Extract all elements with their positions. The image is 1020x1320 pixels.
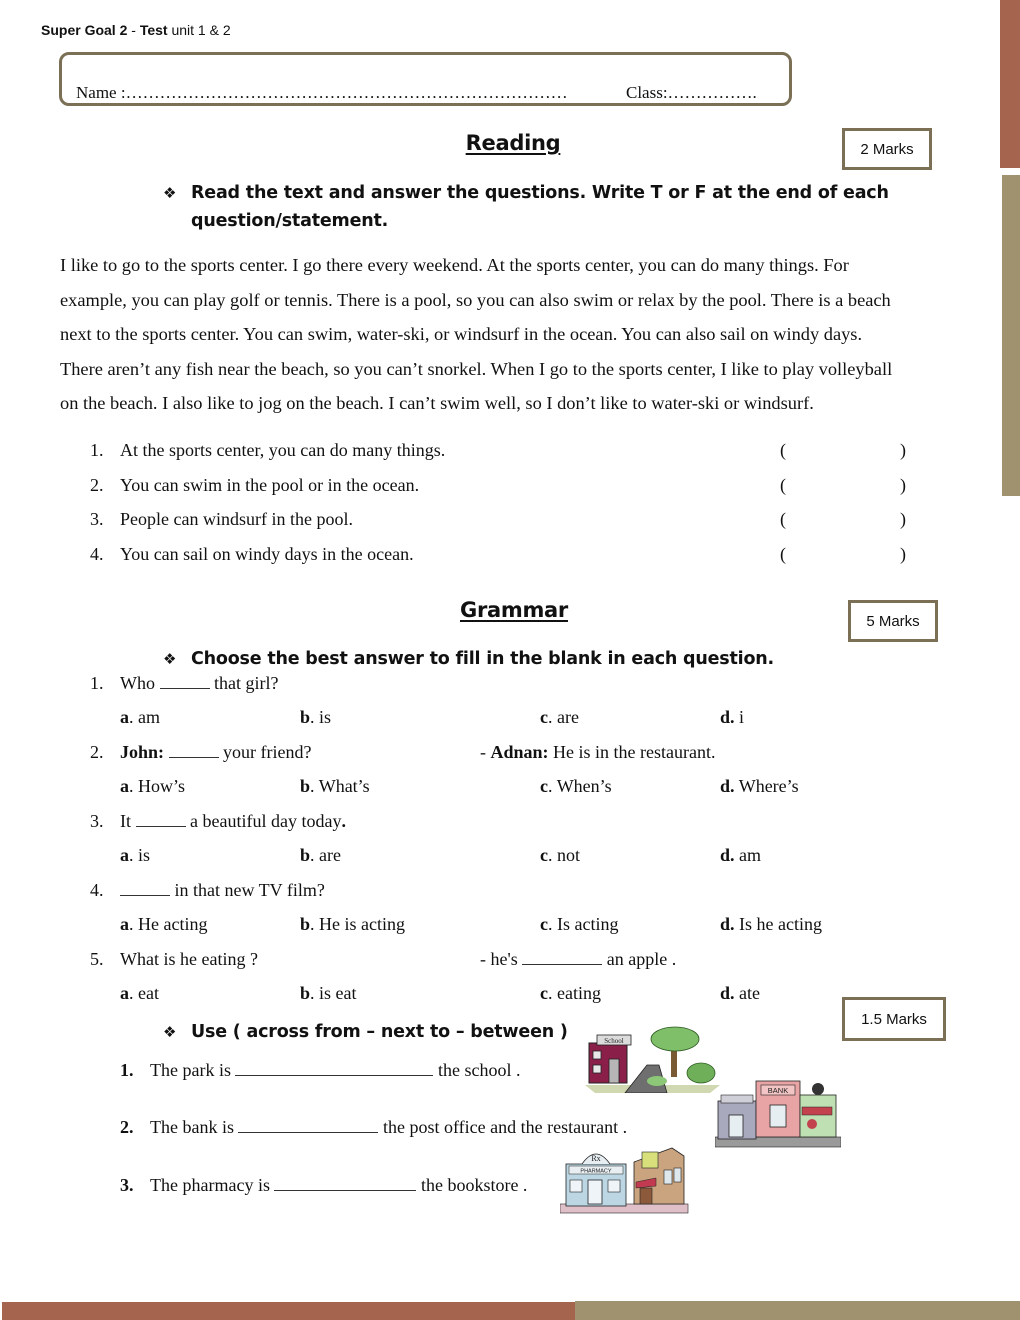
question-end-period: .	[341, 811, 346, 831]
question-text: People can windsurf in the pool.	[120, 509, 353, 529]
header-separator: -	[127, 22, 140, 38]
option-b[interactable]	[300, 914, 405, 935]
option-text: Is he acting	[739, 914, 822, 934]
reading-passage	[60, 248, 972, 421]
reading-instruction-line2: question/statement.	[191, 211, 389, 231]
option-text: Is acting	[557, 914, 619, 934]
answer-close-paren: )	[900, 440, 906, 460]
speaker-adnan: Adnan:	[490, 742, 549, 762]
option-text: i	[739, 707, 745, 727]
grammar-instruction-text: Choose the best answer to fill in the blank in each question.	[191, 649, 774, 669]
option-text: eat	[138, 983, 159, 1003]
reply-text-after: an apple .	[602, 949, 677, 969]
option-sep: .	[129, 776, 138, 796]
unit-label: unit 1 & 2	[167, 22, 231, 38]
answer-blank[interactable]	[235, 1061, 433, 1076]
prepositions-instruction	[163, 1018, 568, 1046]
question-number: 1.	[90, 673, 104, 693]
book-title: Super Goal 2	[41, 22, 128, 38]
option-c[interactable]	[540, 707, 579, 728]
reading-marks-label: 2 Marks	[860, 140, 914, 158]
prepositions-marks-box	[842, 997, 946, 1041]
question-text: What is he eating ?	[120, 949, 258, 969]
option-letter: c	[540, 983, 548, 1003]
document-header	[41, 22, 231, 38]
answer-open-paren: (	[780, 440, 786, 460]
option-text: eating	[557, 983, 601, 1003]
option-d[interactable]	[720, 707, 744, 728]
option-sep: .	[310, 707, 320, 727]
item-number: 3.	[120, 1175, 134, 1195]
tf-question	[90, 544, 414, 565]
question-number: 2.	[90, 742, 104, 762]
question-text: You can sail on windy days in the ocean.	[120, 544, 414, 564]
test-label: Test	[139, 22, 168, 38]
reply-text: He is in the restaurant.	[548, 742, 716, 762]
item-text-after: the bookstore .	[416, 1175, 528, 1195]
reading-marks-box	[842, 128, 932, 170]
option-sep: .	[129, 707, 138, 727]
speaker-john: John:	[120, 742, 165, 762]
option-letter: d.	[720, 707, 735, 727]
option-sep: .	[548, 707, 557, 727]
option-b[interactable]	[300, 707, 331, 728]
option-sep: .	[310, 983, 320, 1003]
option-letter: b	[300, 914, 311, 934]
grammar-marks-box	[848, 600, 938, 642]
option-letter: d.	[720, 914, 735, 934]
option-sep: .	[310, 776, 319, 796]
item-text-before: The pharmacy is	[150, 1175, 275, 1195]
option-letter: a	[120, 845, 129, 865]
option-letter: a	[120, 707, 129, 727]
item-text-after: the post office and the restaurant .	[378, 1117, 628, 1137]
option-text: How’s	[138, 776, 186, 796]
option-d[interactable]	[720, 845, 761, 866]
question-text-after: that girl?	[209, 673, 279, 693]
grammar-question-2	[90, 742, 311, 763]
option-sep: .	[129, 983, 138, 1003]
answer-close-paren: )	[900, 475, 906, 495]
school-and-park-illustration	[585, 1025, 720, 1093]
answer-blank[interactable]	[522, 950, 602, 965]
option-a[interactable]	[120, 776, 185, 797]
option-text: When’s	[556, 776, 612, 796]
item-number: 1.	[120, 1060, 134, 1080]
reply-dash: -	[480, 742, 491, 762]
tf-question	[90, 475, 419, 496]
option-c[interactable]	[540, 776, 612, 797]
option-text: Where’s	[738, 776, 799, 796]
reading-instruction	[163, 179, 963, 235]
option-text: is eat	[319, 983, 357, 1003]
answer-open-paren: (	[780, 509, 786, 529]
grammar-instruction	[163, 645, 774, 673]
option-text: What’s	[318, 776, 370, 796]
answer-close-paren: )	[900, 509, 906, 529]
class-field[interactable]: Class:…………….	[626, 83, 757, 102]
question-text-after: in that new TV film?	[170, 880, 325, 900]
option-text: am	[739, 845, 762, 865]
option-letter: b	[300, 776, 311, 796]
grammar-question-3	[90, 811, 346, 832]
answer-close-paren: )	[900, 544, 906, 564]
question-number: 4.	[90, 544, 104, 564]
question-number: 3.	[90, 811, 104, 831]
decorative-bar-bottom-tan	[575, 1301, 1020, 1320]
question-number: 2.	[90, 475, 104, 495]
svg-text:PHARMACY: PHARMACY	[580, 1168, 612, 1175]
decorative-bar-right-tan	[1002, 175, 1020, 496]
item-number: 2.	[120, 1117, 134, 1137]
option-d[interactable]	[720, 983, 760, 1004]
decorative-bar-bottom-red	[2, 1302, 575, 1320]
option-letter: c	[540, 776, 548, 796]
question-number: 4.	[90, 880, 104, 900]
question-number: 1.	[90, 440, 104, 460]
option-b[interactable]	[300, 983, 357, 1004]
option-d[interactable]	[720, 914, 822, 935]
option-letter: b	[300, 707, 311, 727]
option-letter: a	[120, 983, 129, 1003]
option-c[interactable]	[540, 983, 601, 1004]
tf-answer-slot[interactable]	[792, 475, 898, 499]
preposition-item-2	[120, 1117, 627, 1138]
option-sep: .	[310, 845, 320, 865]
option-d[interactable]	[720, 776, 799, 797]
preposition-item-3	[120, 1175, 527, 1196]
name-field[interactable]: Name :……………………………………………………………………	[76, 83, 568, 102]
option-text: ate	[739, 983, 760, 1003]
grammar-question-4	[90, 880, 325, 901]
option-sep: .	[129, 914, 138, 934]
option-sep: .	[548, 983, 557, 1003]
decorative-bar-right-red	[1000, 0, 1020, 168]
question-number: 5.	[90, 949, 104, 969]
option-letter: d.	[720, 845, 735, 865]
option-text: He acting	[138, 914, 208, 934]
option-text: am	[138, 707, 160, 727]
answer-blank[interactable]	[136, 812, 186, 827]
answer-blank[interactable]	[274, 1176, 416, 1191]
option-b[interactable]	[300, 776, 370, 797]
question-text-after: a beautiful day today	[185, 811, 342, 831]
question-text: You can swim in the pool or in the ocean.	[120, 475, 420, 495]
passage-line: example, you can play golf or tennis. There is a pool, so you can also swim or relax by the pool. There is a beach	[60, 289, 891, 310]
option-b[interactable]	[300, 845, 341, 866]
option-letter: a	[120, 914, 129, 934]
option-letter: b	[300, 845, 311, 865]
tf-question	[90, 440, 445, 461]
option-text: is	[319, 707, 332, 727]
option-text: is	[138, 845, 151, 865]
grammar-question-5	[90, 949, 258, 970]
option-c[interactable]	[540, 845, 580, 866]
preposition-item-1	[120, 1060, 520, 1081]
item-text-after: the school .	[433, 1060, 521, 1080]
item-text-before: The park is	[150, 1060, 236, 1080]
reading-instruction-line1: Read the text and answer the questions. Write T or F at the end of each	[191, 183, 889, 203]
grammar-marks-label: 5 Marks	[866, 612, 920, 630]
tf-answer-slot[interactable]	[792, 440, 898, 464]
option-a[interactable]	[120, 845, 150, 866]
svg-text:School: School	[604, 1037, 624, 1045]
passage-line: on the beach. I also like to jog on the beach. I can’t swim well, so I don’t like to water-ski or windsurf.	[60, 393, 814, 413]
item-text-before: The bank is	[150, 1117, 239, 1137]
answer-blank[interactable]	[160, 674, 210, 689]
question-number: 3.	[90, 509, 104, 529]
diamond-bullet-icon: ❖	[163, 184, 177, 202]
svg-text:Rx: Rx	[591, 1154, 601, 1163]
prepositions-instruction-text: Use ( across from – next to – between )	[191, 1022, 568, 1042]
grammar-question-5-reply	[480, 949, 676, 970]
diamond-bullet-icon: ❖	[163, 650, 177, 668]
option-sep: .	[548, 776, 557, 796]
answer-blank[interactable]	[238, 1118, 378, 1133]
option-letter: d.	[720, 983, 735, 1003]
question-text-before: It	[120, 811, 136, 831]
passage-line: next to the sports center. You can swim, water-ski, or windsurf in the ocean. You can also sail on windy days.	[60, 324, 863, 344]
option-sep: .	[129, 845, 138, 865]
pharmacy-and-bookstore-illustration	[560, 1140, 690, 1214]
grammar-section-title: Grammar	[460, 598, 568, 622]
question-text: At the sports center, you can do many things.	[120, 440, 446, 460]
passage-line: I like to go to the sports center. I go there every weekend. At the sports center, you can do many things. For	[60, 255, 849, 275]
passage-line: There aren’t any fish near the beach, so you can’t snorkel. When I go to the sports center, I like to play volleyball	[60, 358, 893, 379]
option-sep: .	[548, 914, 557, 934]
option-letter: d.	[720, 776, 735, 796]
question-text-before: Who	[120, 673, 160, 693]
option-text: He is acting	[319, 914, 405, 934]
option-sep: .	[310, 914, 320, 934]
option-letter: c	[540, 707, 548, 727]
option-a[interactable]	[120, 983, 159, 1004]
option-text: are	[557, 707, 579, 727]
reply-text-before: - he's	[480, 949, 523, 969]
answer-open-paren: (	[780, 475, 786, 495]
option-text: not	[557, 845, 581, 865]
question-text-after: your friend?	[218, 742, 312, 762]
grammar-question-1	[90, 673, 278, 694]
grammar-question-2-reply	[480, 742, 715, 763]
option-text: are	[319, 845, 341, 865]
answer-blank[interactable]	[169, 743, 219, 758]
option-a[interactable]	[120, 707, 160, 728]
option-c[interactable]	[540, 914, 618, 935]
prepositions-marks-label: 1.5 Marks	[861, 1010, 927, 1028]
option-a[interactable]	[120, 914, 207, 935]
answer-blank[interactable]	[120, 881, 170, 896]
option-letter: a	[120, 776, 129, 796]
option-letter: c	[540, 845, 548, 865]
tf-answer-slot[interactable]	[792, 544, 898, 568]
answer-open-paren: (	[780, 544, 786, 564]
tf-answer-slot[interactable]	[792, 509, 898, 533]
reading-section-title: Reading	[465, 131, 561, 155]
diamond-bullet-icon: ❖	[163, 1023, 177, 1041]
option-letter: b	[300, 983, 311, 1003]
option-sep: .	[548, 845, 557, 865]
option-letter: c	[540, 914, 548, 934]
tf-question	[90, 509, 353, 530]
svg-text:BANK: BANK	[767, 1086, 789, 1095]
post-office-bank-restaurant-illustration	[715, 1079, 841, 1151]
